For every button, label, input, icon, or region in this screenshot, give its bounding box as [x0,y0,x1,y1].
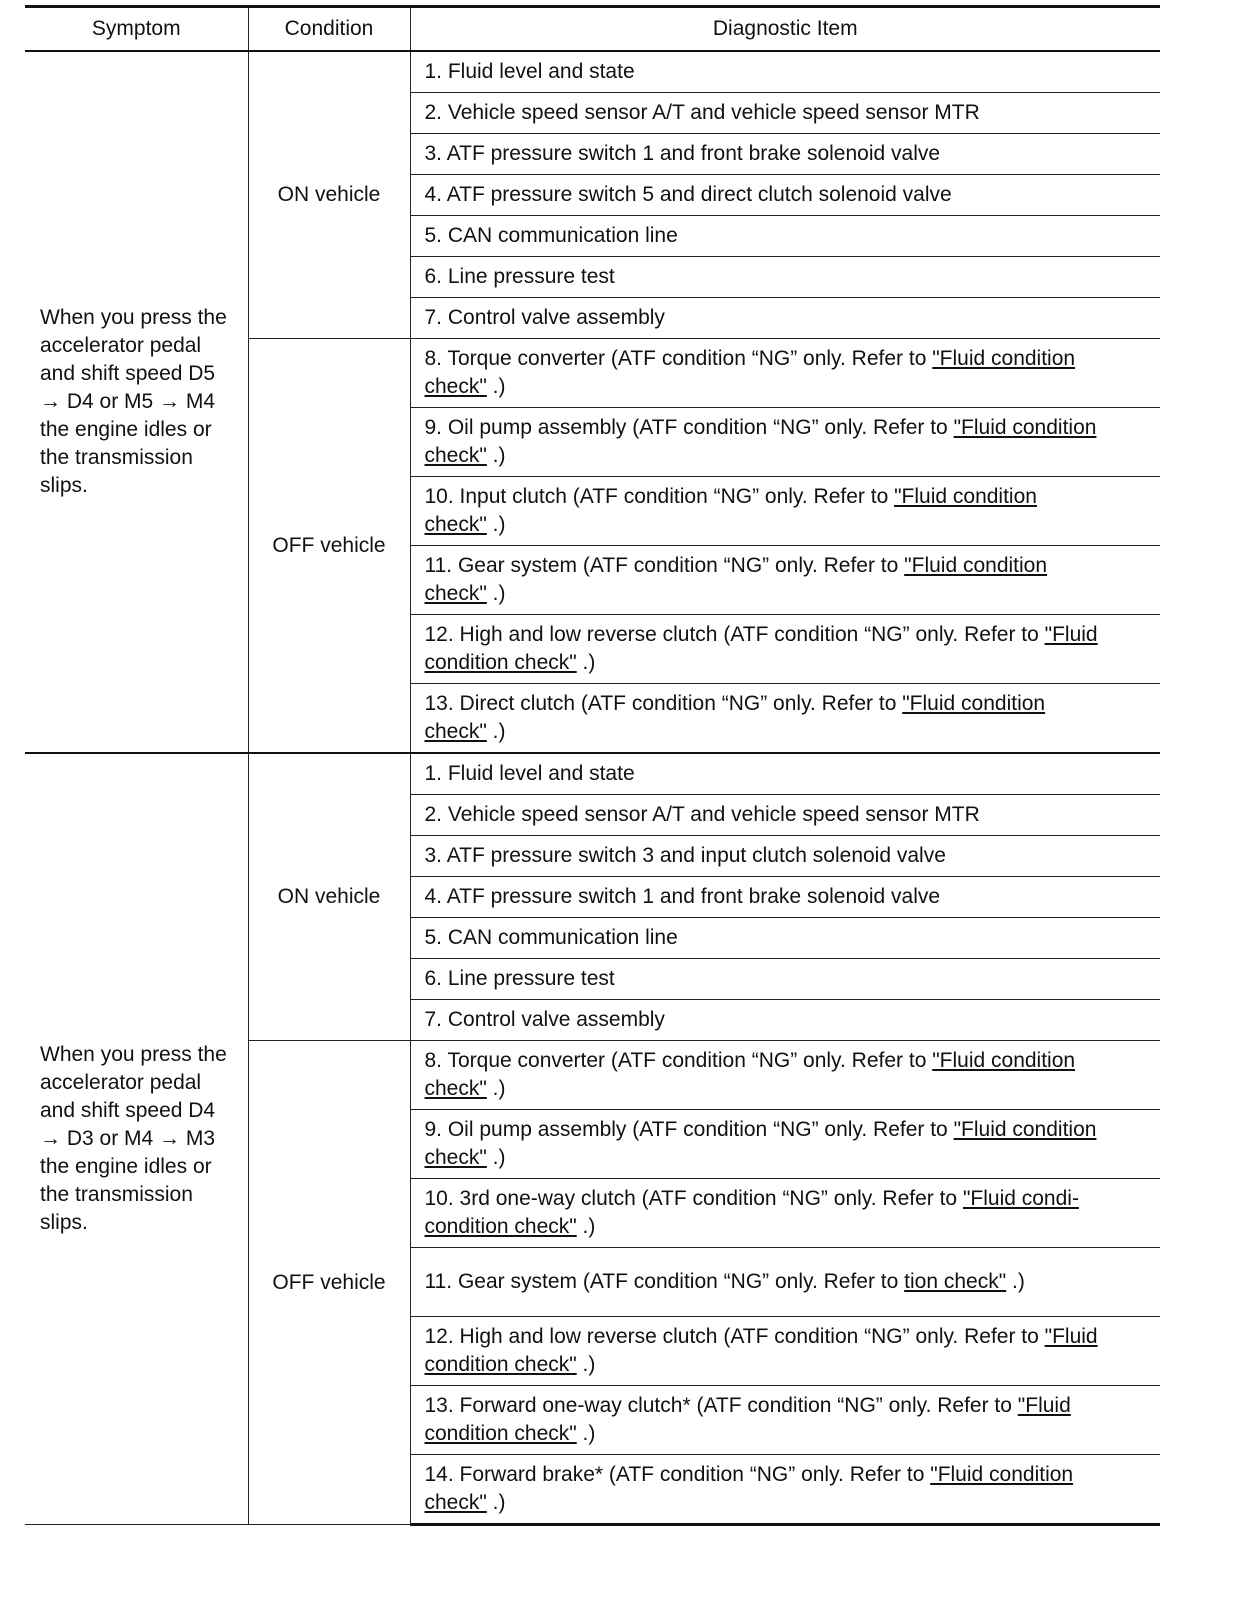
table-row [25,753,1160,795]
item-suffix: .) [486,375,506,398]
diagnostic-item: 6. Line pressure test [410,257,1160,298]
diagnostic-item [410,1041,1160,1110]
fluid-condition-check-link[interactable]: tion check" [904,1270,1007,1293]
item-suffix: .) [486,582,506,605]
diagnostic-item: 3. ATF pressure switch 3 and input clutch solenoid valve [410,836,1160,877]
fluid-condition-check-link[interactable]: "Fluid condi-condition check" [424,1187,1079,1238]
symptom-group-1 [25,51,1160,753]
item-text: 13. Forward one-way clutch* (ATF condition “NG” only. Refer to [424,1394,1018,1417]
table-row [25,51,1160,93]
fluid-condition-check-link[interactable]: "Fluid condition check" [424,485,1037,536]
fluid-condition-check-link[interactable]: "Fluid condition check" [424,1394,1071,1445]
fluid-condition-check-link[interactable]: "Fluid condition check" [424,554,1048,605]
item-text: 13. Direct clutch (ATF condition “NG” only. Refer to [424,692,903,715]
diagnostic-item [410,1110,1160,1179]
symptom-group-2 [25,753,1160,1525]
fluid-condition-check-link[interactable]: "Fluid condition check" [424,1049,1076,1100]
condition-off-vehicle: OFF vehicle [248,339,410,754]
item-suffix: .) [1006,1270,1025,1293]
item-suffix: .) [486,1146,506,1169]
diagnostic-item [410,546,1160,615]
symptom-text: When you press the accelerator pedal and shift speed D5 → D4 or M5 → M4 the engine idles or the transmission slips. [25,51,248,753]
header-diagnostic-item: Diagnostic Item [410,7,1160,52]
diagnostic-item [410,477,1160,546]
diagnostic-item [410,615,1160,684]
diagnostic-item: 4. ATF pressure switch 5 and direct clutch solenoid valve [410,175,1160,216]
item-suffix: .) [576,1353,596,1376]
condition-off-vehicle: OFF vehicle [248,1041,410,1525]
item-text: 11. Gear system (ATF condition “NG” only. Refer to [424,1270,905,1293]
condition-on-vehicle: ON vehicle [248,51,410,339]
diagnostic-item: 5. CAN communication line [410,918,1160,959]
item-text: 12. High and low reverse clutch (ATF condition “NG” only. Refer to [424,1325,1045,1348]
item-text: 11. Gear system (ATF condition “NG” only. Refer to [424,554,905,577]
item-text: 14. Forward brake* (ATF condition “NG” only. Refer to [424,1463,931,1486]
item-text: 10. Input clutch (ATF condition “NG” only. Refer to [424,485,895,508]
header-row [25,7,1160,52]
diagnostic-item: 6. Line pressure test [410,959,1160,1000]
item-text: 10. 3rd one-way clutch (ATF condition “NG” only. Refer to [424,1187,963,1210]
item-text: 9. Oil pump assembly (ATF condition “NG” only. Refer to [424,416,954,439]
diagnostic-item: 4. ATF pressure switch 1 and front brake solenoid valve [410,877,1160,918]
diagnostic-item [410,684,1160,754]
fluid-condition-check-link[interactable]: "Fluid condition check" [424,416,1097,467]
condition-on-vehicle: ON vehicle [248,753,410,1041]
fluid-condition-check-link[interactable]: "Fluid condition check" [424,1463,1074,1514]
item-suffix: .) [486,444,506,467]
diagnostic-item: 1. Fluid level and state [410,753,1160,795]
diagnostic-item: 2. Vehicle speed sensor A/T and vehicle speed sensor MTR [410,795,1160,836]
diagnostic-item: 5. CAN communication line [410,216,1160,257]
item-suffix: .) [486,1491,506,1514]
diagnostic-item [410,408,1160,477]
fluid-condition-check-link[interactable]: "Fluid condition check" [424,1325,1098,1376]
item-suffix: .) [576,1422,596,1445]
diagnostic-item: 3. ATF pressure switch 1 and front brake solenoid valve [410,134,1160,175]
item-suffix: .) [576,651,596,674]
diagnostic-item [410,1317,1160,1386]
header-symptom: Symptom [25,7,248,52]
item-suffix: .) [486,720,506,743]
fluid-condition-check-link[interactable]: "Fluid condition check" [424,692,1046,743]
diagnostic-item [410,339,1160,408]
item-suffix: .) [486,513,506,536]
diagnostic-item: 2. Vehicle speed sensor A/T and vehicle speed sensor MTR [410,93,1160,134]
diagnostic-item [410,1455,1160,1525]
symptom-text: When you press the accelerator pedal and shift speed D4 → D3 or M4 → M3 the engine idles or the transmission slips. [25,753,248,1525]
item-text: 12. High and low reverse clutch (ATF condition “NG” only. Refer to [424,623,1045,646]
fluid-condition-check-link[interactable]: "Fluid condition check" [424,347,1076,398]
diagnostic-item [410,1386,1160,1455]
diagnostic-item: 1. Fluid level and state [410,51,1160,93]
diagnostic-item [410,1179,1160,1248]
item-text: 8. Torque converter (ATF condition “NG” only. Refer to [424,347,933,370]
item-suffix: .) [486,1077,506,1100]
item-text: 8. Torque converter (ATF condition “NG” only. Refer to [424,1049,933,1072]
fluid-condition-check-link[interactable]: "Fluid condition check" [424,623,1098,674]
diagnostic-item [410,1248,1160,1317]
header-condition: Condition [248,7,410,52]
diagnostic-table [25,5,1160,1526]
fluid-condition-check-link[interactable]: "Fluid condition check" [424,1118,1097,1169]
diagnostic-item: 7. Control valve assembly [410,298,1160,339]
item-suffix: .) [576,1215,596,1238]
diagnostic-item: 7. Control valve assembly [410,1000,1160,1041]
item-text: 9. Oil pump assembly (ATF condition “NG” only. Refer to [424,1118,954,1141]
